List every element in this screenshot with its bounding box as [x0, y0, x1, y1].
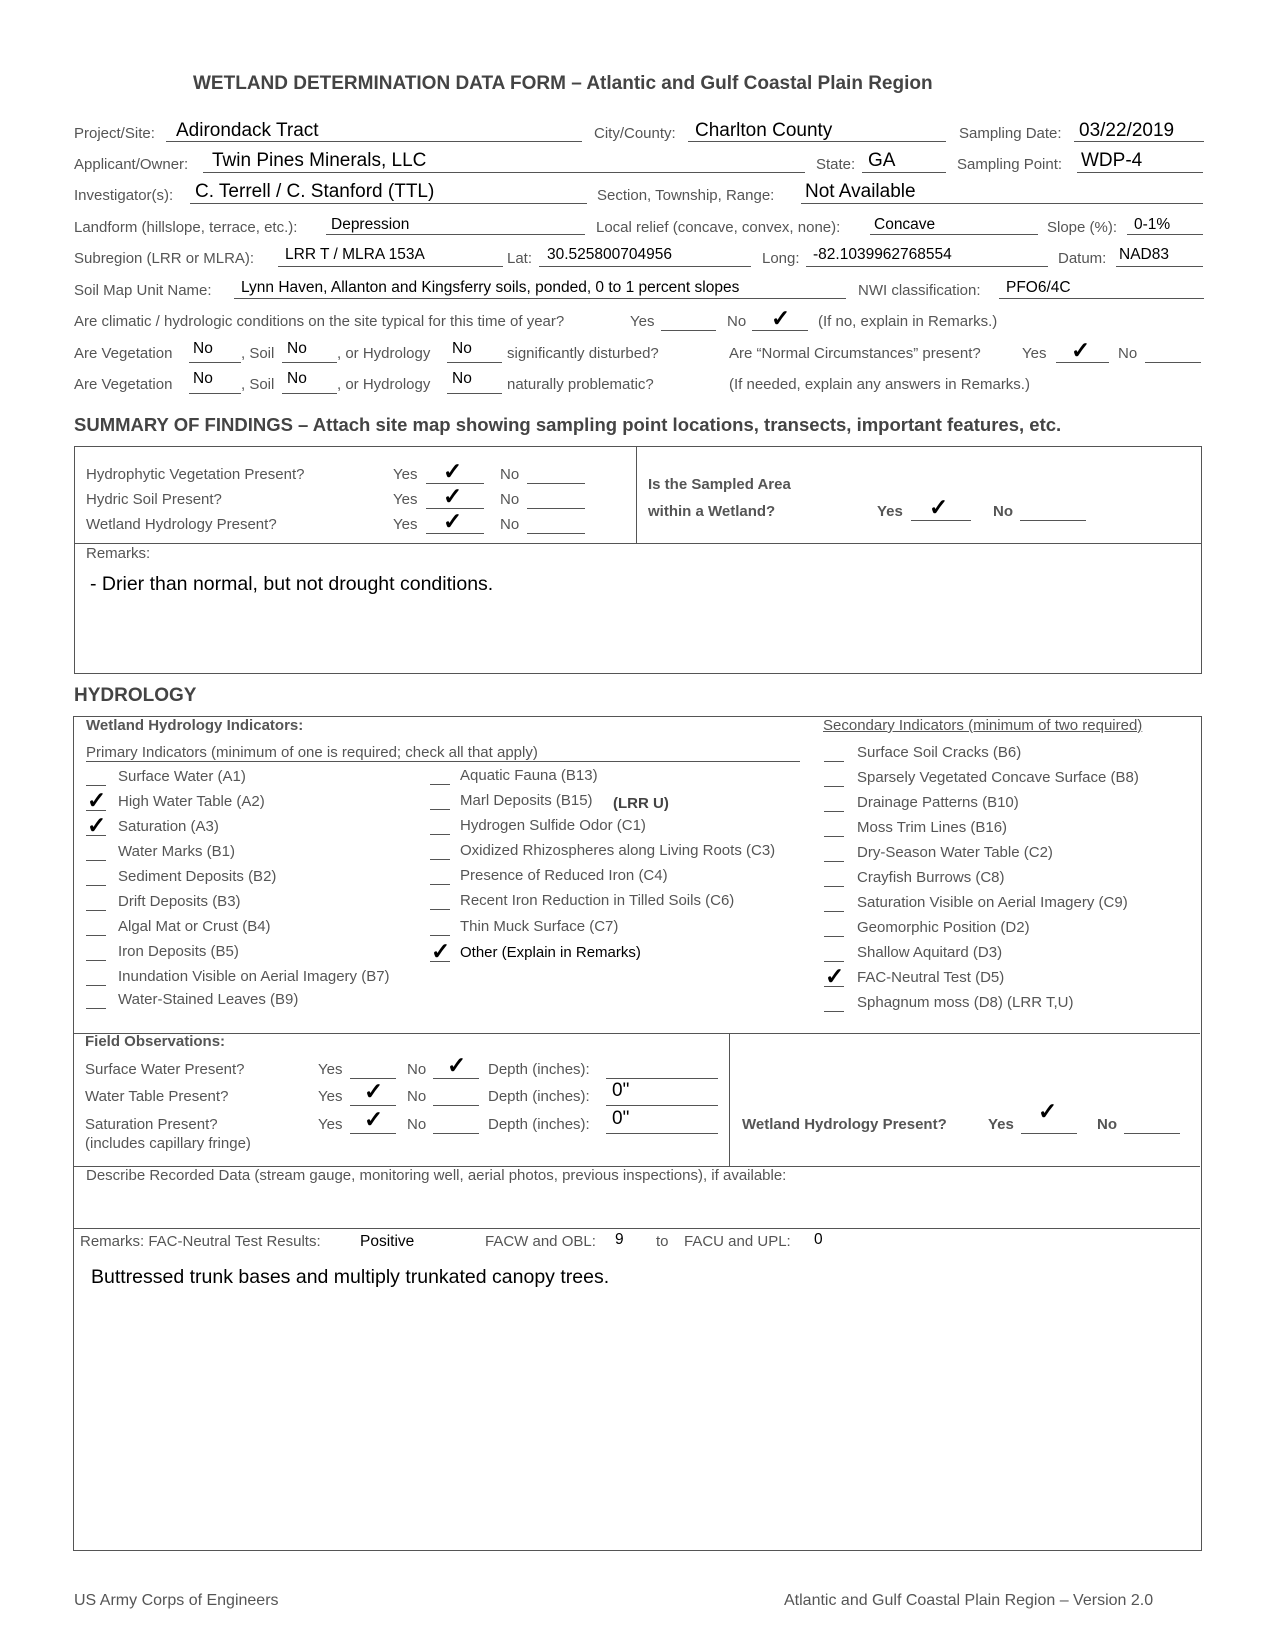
- landform-line: [326, 234, 585, 235]
- investigator-line: [190, 203, 587, 204]
- secondary-indicator-label: Geomorphic Position (D2): [857, 919, 1030, 936]
- secondary-indicator-label: Surface Soil Cracks (B6): [857, 744, 1022, 761]
- saturation-depth-value[interactable]: 0": [612, 1108, 630, 1129]
- summary-remarks-text[interactable]: - Drier than normal, but not drought conditions.: [90, 573, 494, 595]
- primary-indicator-checkbox[interactable]: [430, 834, 450, 835]
- primary-indicator-label: Thin Muck Surface (C7): [460, 918, 619, 935]
- relief-label: Local relief (concave, convex, none):: [596, 219, 841, 236]
- secondary-indicators-label: Secondary Indicators (minimum of two required): [823, 717, 1143, 734]
- water-table-no-blank[interactable]: [433, 1105, 479, 1106]
- secondary-indicator-label: Sparsely Vegetated Concave Surface (B8): [857, 769, 1139, 786]
- landform-label: Landform (hillslope, terrace, etc.):: [74, 219, 298, 236]
- climatic-question: Are climatic / hydrologic conditions on the site typical for this time of year?: [74, 313, 565, 330]
- surface-water-depth-blank[interactable]: [606, 1078, 718, 1079]
- facu-value[interactable]: 0: [814, 1231, 823, 1248]
- primary-indicator-checkbox[interactable]: [86, 960, 106, 961]
- veg-value-2[interactable]: No: [193, 370, 213, 387]
- wetland-present-yes-label: Yes: [988, 1116, 1014, 1133]
- secondary-indicator-label: Dry-Season Water Table (C2): [857, 844, 1053, 861]
- primary-indicator-checkbox[interactable]: [430, 784, 450, 785]
- soil-label: Soil Map Unit Name:: [74, 282, 212, 299]
- city-label: City/County:: [594, 125, 676, 142]
- surface-water-depth-label: Depth (inches):: [488, 1061, 590, 1078]
- secondary-indicator-checkbox[interactable]: [824, 786, 844, 787]
- investigator-value[interactable]: C. Terrell / C. Stanford (TTL): [195, 181, 435, 202]
- facw-label: FACW and OBL:: [485, 1233, 596, 1250]
- climatic-no-label: No: [727, 313, 747, 330]
- field-observations-top-divider: [73, 1033, 1200, 1034]
- applicant-label: Applicant/Owner:: [74, 156, 189, 173]
- describe-recorded-data-label: Describe Recorded Data (stream gauge, monitoring well, aerial photos, previous inspections), if available:: [86, 1167, 787, 1184]
- surface-water-no-blank[interactable]: [433, 1078, 479, 1079]
- wetland-present-label: Wetland Hydrology Present?: [742, 1116, 947, 1133]
- facw-value[interactable]: 9: [615, 1231, 624, 1248]
- relief-line: [870, 234, 1038, 235]
- field-observations-divider: [729, 1033, 730, 1166]
- recorded-data-divider: [73, 1228, 1200, 1229]
- subregion-label: Subregion (LRR or MLRA):: [74, 250, 255, 267]
- landform-value[interactable]: Depression: [331, 216, 410, 233]
- hydric-yes-checkmark: ✓: [443, 483, 463, 509]
- surface-water-no-label: No: [407, 1061, 427, 1078]
- long-label: Long:: [762, 250, 800, 267]
- primary-indicator-checkbox[interactable]: [86, 860, 106, 861]
- date-value[interactable]: 03/22/2019: [1079, 120, 1175, 141]
- nwi-line: [999, 298, 1204, 299]
- long-line: [806, 266, 1048, 267]
- point-value[interactable]: WDP-4: [1081, 150, 1143, 171]
- project-label: Project/Site:: [74, 125, 155, 142]
- nwi-label: NWI classification:: [858, 282, 981, 299]
- secondary-indicator-checkbox[interactable]: [824, 861, 844, 862]
- saturation-yes-checkmark: ✓: [364, 1106, 384, 1132]
- soil-blank-2[interactable]: [282, 393, 337, 394]
- saturation-depth-label: Depth (inches):: [488, 1116, 590, 1133]
- water-table-label: Water Table Present?: [85, 1088, 229, 1105]
- hydro-value-2[interactable]: No: [452, 370, 472, 387]
- primary-indicator-label: Marl Deposits (B15): [460, 792, 593, 809]
- soil-line: [234, 298, 846, 299]
- water-table-depth-blank[interactable]: [606, 1105, 718, 1106]
- primary-indicator-label: Sediment Deposits (B2): [118, 868, 277, 885]
- primary-indicator-label: Water-Stained Leaves (B9): [118, 991, 299, 1008]
- point-line: [1077, 172, 1203, 173]
- sampled-no-label: No: [993, 503, 1013, 520]
- normal-circumstances-question: Are “Normal Circumstances” present?: [729, 345, 981, 362]
- normal-yes-label: Yes: [1022, 345, 1047, 362]
- hydro-blank-2[interactable]: [447, 393, 502, 394]
- primary-indicator-label: Saturation (A3): [118, 818, 219, 835]
- subregion-line: [278, 266, 503, 267]
- hydrophytic-yes-label: Yes: [393, 466, 418, 483]
- secondary-indicator-checkbox[interactable]: [824, 886, 844, 887]
- lat-line: [539, 266, 751, 267]
- primary-indicator-checkbox[interactable]: [86, 985, 106, 986]
- disturbed-label: significantly disturbed?: [507, 345, 659, 362]
- veg-label-1: Are Vegetation: [74, 345, 173, 362]
- hydric-no-blank[interactable]: [527, 508, 585, 509]
- climatic-yes-blank[interactable]: [661, 330, 716, 331]
- secondary-indicator-checkbox[interactable]: [824, 936, 844, 937]
- surface-water-label: Surface Water Present?: [85, 1061, 245, 1078]
- slope-value[interactable]: 0-1%: [1134, 216, 1171, 233]
- primary-indicator-label: Hydrogen Sulfide Odor (C1): [460, 817, 646, 834]
- hydrophytic-no-blank[interactable]: [527, 483, 585, 484]
- primary-indicator-label: Surface Water (A1): [118, 768, 246, 785]
- primary-indicator-checkbox[interactable]: [430, 884, 450, 885]
- slope-label: Slope (%):: [1047, 219, 1118, 236]
- summary-heading: SUMMARY OF FINDINGS – Attach site map showing sampling point locations, transects, important features, etc.: [74, 414, 1062, 435]
- surface-water-no-checkmark: ✓: [447, 1052, 467, 1078]
- saturation-label: Saturation Present?: [85, 1116, 218, 1133]
- form-title: WETLAND DETERMINATION DATA FORM – Atlantic and Gulf Coastal Plain Region: [193, 73, 933, 94]
- secondary-indicator-checkbox[interactable]: [824, 911, 844, 912]
- relief-value[interactable]: Concave: [874, 216, 936, 233]
- hydric-yes-label: Yes: [393, 491, 418, 508]
- primary-indicator-checkbox[interactable]: [430, 935, 450, 936]
- primary-indicator-checkbox[interactable]: [86, 910, 106, 911]
- primary-indicator-checkmark: ✓: [431, 938, 451, 964]
- climatic-yes-label: Yes: [630, 313, 655, 330]
- capillary-note: (includes capillary fringe): [85, 1135, 251, 1152]
- primary-indicator-label: High Water Table (A2): [118, 793, 265, 810]
- lat-label: Lat:: [507, 250, 533, 267]
- summary-remarks-label: Remarks:: [86, 545, 151, 562]
- applicant-value[interactable]: Twin Pines Minerals, LLC: [212, 150, 427, 171]
- veg-value-1[interactable]: No: [193, 340, 213, 357]
- soil-blank-1[interactable]: [282, 362, 337, 363]
- hydro-value-1[interactable]: No: [452, 340, 472, 357]
- soil-value-1[interactable]: No: [287, 340, 307, 357]
- normal-yes-checkmark: ✓: [1071, 337, 1091, 363]
- wetland-hydro-no-blank[interactable]: [527, 533, 585, 534]
- primary-indicator-checkbox[interactable]: [86, 885, 106, 886]
- remarks-fac-label: Remarks: FAC-Neutral Test Results:: [80, 1233, 321, 1250]
- secondary-indicator-label: Crayfish Burrows (C8): [857, 869, 1005, 886]
- explain-remarks-note: (If no, explain in Remarks.): [818, 313, 998, 330]
- wetland-present-no-blank[interactable]: [1124, 1133, 1180, 1134]
- climatic-no-checkmark: ✓: [771, 305, 791, 331]
- water-table-yes-checkmark: ✓: [364, 1078, 384, 1104]
- wetland-hydro-no-label: No: [500, 516, 520, 533]
- primary-indicator-checkbox[interactable]: [86, 1008, 106, 1009]
- lat-value[interactable]: 30.525800704956: [547, 246, 672, 263]
- datum-label: Datum:: [1058, 250, 1107, 267]
- soil-value[interactable]: Lynn Haven, Allanton and Kingsferry soils, ponded, 0 to 1 percent slopes: [241, 279, 740, 296]
- hydrophytic-no-label: No: [500, 466, 520, 483]
- state-label: State:: [816, 156, 856, 173]
- saturation-yes-blank[interactable]: [350, 1133, 396, 1134]
- surface-water-yes-label: Yes: [318, 1061, 343, 1078]
- primary-indicator-checkbox[interactable]: [86, 785, 106, 786]
- water-table-no-label: No: [407, 1088, 427, 1105]
- saturation-no-blank[interactable]: [433, 1133, 479, 1134]
- veg-blank-1[interactable]: [189, 362, 241, 363]
- primary-indicator-label: Presence of Reduced Iron (C4): [460, 867, 668, 884]
- wetland-hydro-yes-checkmark: ✓: [443, 508, 463, 534]
- summary-divider: [636, 446, 637, 543]
- secondary-indicator-label: Shallow Aquitard (D3): [857, 944, 1003, 961]
- soil-word-2: , Soil: [241, 376, 275, 393]
- secondary-indicator-checkmark: ✓: [825, 963, 845, 989]
- section-value[interactable]: Not Available: [805, 181, 916, 202]
- soil-word-1: , Soil: [241, 345, 275, 362]
- section-line: [801, 203, 1203, 204]
- footer-right: Atlantic and Gulf Coastal Plain Region – Version 2.0: [784, 1592, 1154, 1609]
- primary-indicator-label: Oxidized Rhizospheres along Living Roots (C3): [460, 842, 776, 859]
- facu-label: FACU and UPL:: [684, 1233, 791, 1250]
- soil-value-2[interactable]: No: [287, 370, 307, 387]
- water-table-yes-label: Yes: [318, 1088, 343, 1105]
- normal-no-blank[interactable]: [1145, 362, 1201, 363]
- primary-indicators-underline: [86, 761, 800, 762]
- secondary-indicator-checkbox[interactable]: [824, 811, 844, 812]
- secondary-indicator-label: Drainage Patterns (B10): [857, 794, 1019, 811]
- primary-indicator-label: Other (Explain in Remarks): [460, 944, 641, 961]
- primary-indicator-checkbox[interactable]: [86, 935, 106, 936]
- secondary-indicator-checkbox[interactable]: [824, 836, 844, 837]
- water-table-depth-label: Depth (inches):: [488, 1088, 590, 1105]
- wetland-present-yes-checkmark: ✓: [1038, 1098, 1058, 1124]
- secondary-indicator-label: Moss Trim Lines (B16): [857, 819, 1008, 836]
- wetland-present-no-label: No: [1097, 1116, 1117, 1133]
- primary-indicator-checkmark: ✓: [87, 812, 107, 838]
- footer-left: US Army Corps of Engineers: [74, 1592, 279, 1609]
- marl-lrr-suffix: (LRR U): [613, 795, 669, 812]
- point-label: Sampling Point:: [957, 156, 1063, 173]
- if-needed-note: (If needed, explain any answers in Remarks.): [729, 376, 1030, 393]
- primary-indicator-checkbox[interactable]: [430, 809, 450, 810]
- primary-indicator-label: Recent Iron Reduction in Tilled Soils (C6): [460, 892, 735, 909]
- sampled-area-label-2: within a Wetland?: [648, 503, 776, 520]
- sampled-no-blank[interactable]: [1020, 520, 1086, 521]
- hydric-label: Hydric Soil Present?: [86, 491, 222, 508]
- state-line: [862, 172, 946, 173]
- wetland-hydro-label: Wetland Hydrology Present?: [86, 516, 277, 533]
- primary-indicator-label: Drift Deposits (B3): [118, 893, 241, 910]
- primary-indicator-checkbox[interactable]: [430, 859, 450, 860]
- datum-line: [1116, 266, 1203, 267]
- city-value[interactable]: Charlton County: [695, 120, 833, 141]
- secondary-indicator-checkbox[interactable]: [824, 761, 844, 762]
- wetland-present-yes-blank[interactable]: [1021, 1133, 1077, 1134]
- saturation-depth-blank[interactable]: [606, 1133, 718, 1134]
- primary-indicator-checkmark: ✓: [87, 787, 107, 813]
- long-value[interactable]: -82.1039962768554: [813, 246, 952, 263]
- primary-indicators-label: Primary Indicators (minimum of one is required; check all that apply): [86, 744, 538, 761]
- problematic-label: naturally problematic?: [507, 376, 654, 393]
- hydro-word-1: , or Hydrology: [337, 345, 431, 362]
- fac-result-value[interactable]: Positive: [360, 1233, 415, 1250]
- secondary-indicator-checkbox[interactable]: [824, 1011, 844, 1012]
- indicators-label: Wetland Hydrology Indicators:: [86, 717, 304, 734]
- secondary-indicator-label: Saturation Visible on Aerial Imagery (C9): [857, 894, 1128, 911]
- section-label: Section, Township, Range:: [597, 187, 775, 204]
- hydrophytic-label: Hydrophytic Vegetation Present?: [86, 466, 305, 483]
- field-observations-label: Field Observations:: [85, 1033, 226, 1050]
- hydric-no-label: No: [500, 491, 520, 508]
- secondary-indicator-checkbox[interactable]: [824, 961, 844, 962]
- normal-no-label: No: [1118, 345, 1138, 362]
- hydro-blank-1[interactable]: [447, 362, 502, 363]
- hydrology-heading: HYDROLOGY: [74, 685, 197, 706]
- to-label: to: [656, 1233, 669, 1250]
- sampled-yes-label: Yes: [877, 503, 903, 520]
- applicant-line: [203, 172, 805, 173]
- primary-indicator-checkbox[interactable]: [430, 909, 450, 910]
- subregion-value[interactable]: LRR T / MLRA 153A: [285, 246, 425, 263]
- hydrophytic-yes-checkmark: ✓: [443, 458, 463, 484]
- hydro-word-2: , or Hydrology: [337, 376, 431, 393]
- date-label: Sampling Date:: [959, 125, 1062, 142]
- sampled-area-label-1: Is the Sampled Area: [648, 476, 791, 493]
- hydrology-remarks-text[interactable]: Buttressed trunk bases and multiply trunkated canopy trees.: [91, 1266, 610, 1288]
- saturation-yes-label: Yes: [318, 1116, 343, 1133]
- veg-label-2: Are Vegetation: [74, 376, 173, 393]
- investigator-label: Investigator(s):: [74, 187, 174, 204]
- primary-indicator-label: Algal Mat or Crust (B4): [118, 918, 271, 935]
- datum-value[interactable]: NAD83: [1119, 246, 1169, 263]
- primary-indicator-label: Aquatic Fauna (B13): [460, 767, 598, 784]
- primary-indicator-label: Water Marks (B1): [118, 843, 235, 860]
- water-table-depth-value[interactable]: 0": [612, 1080, 630, 1101]
- sampled-yes-checkmark: ✓: [929, 494, 949, 520]
- primary-indicator-label: Inundation Visible on Aerial Imagery (B7): [118, 968, 390, 985]
- saturation-no-label: No: [407, 1116, 427, 1133]
- secondary-indicator-label: FAC-Neutral Test (D5): [857, 969, 1005, 986]
- project-value[interactable]: Adirondack Tract: [176, 120, 319, 141]
- summary-remarks-divider: [74, 543, 1201, 544]
- wetland-hydro-yes-label: Yes: [393, 516, 418, 533]
- secondary-indicator-label: Sphagnum moss (D8) (LRR T,U): [857, 994, 1074, 1011]
- state-value[interactable]: GA: [868, 150, 896, 171]
- veg-blank-2[interactable]: [189, 393, 241, 394]
- nwi-value[interactable]: PFO6/4C: [1006, 279, 1071, 296]
- primary-indicator-label: Iron Deposits (B5): [118, 943, 239, 960]
- slope-line: [1127, 234, 1203, 235]
- sampled-yes-blank[interactable]: [911, 520, 971, 521]
